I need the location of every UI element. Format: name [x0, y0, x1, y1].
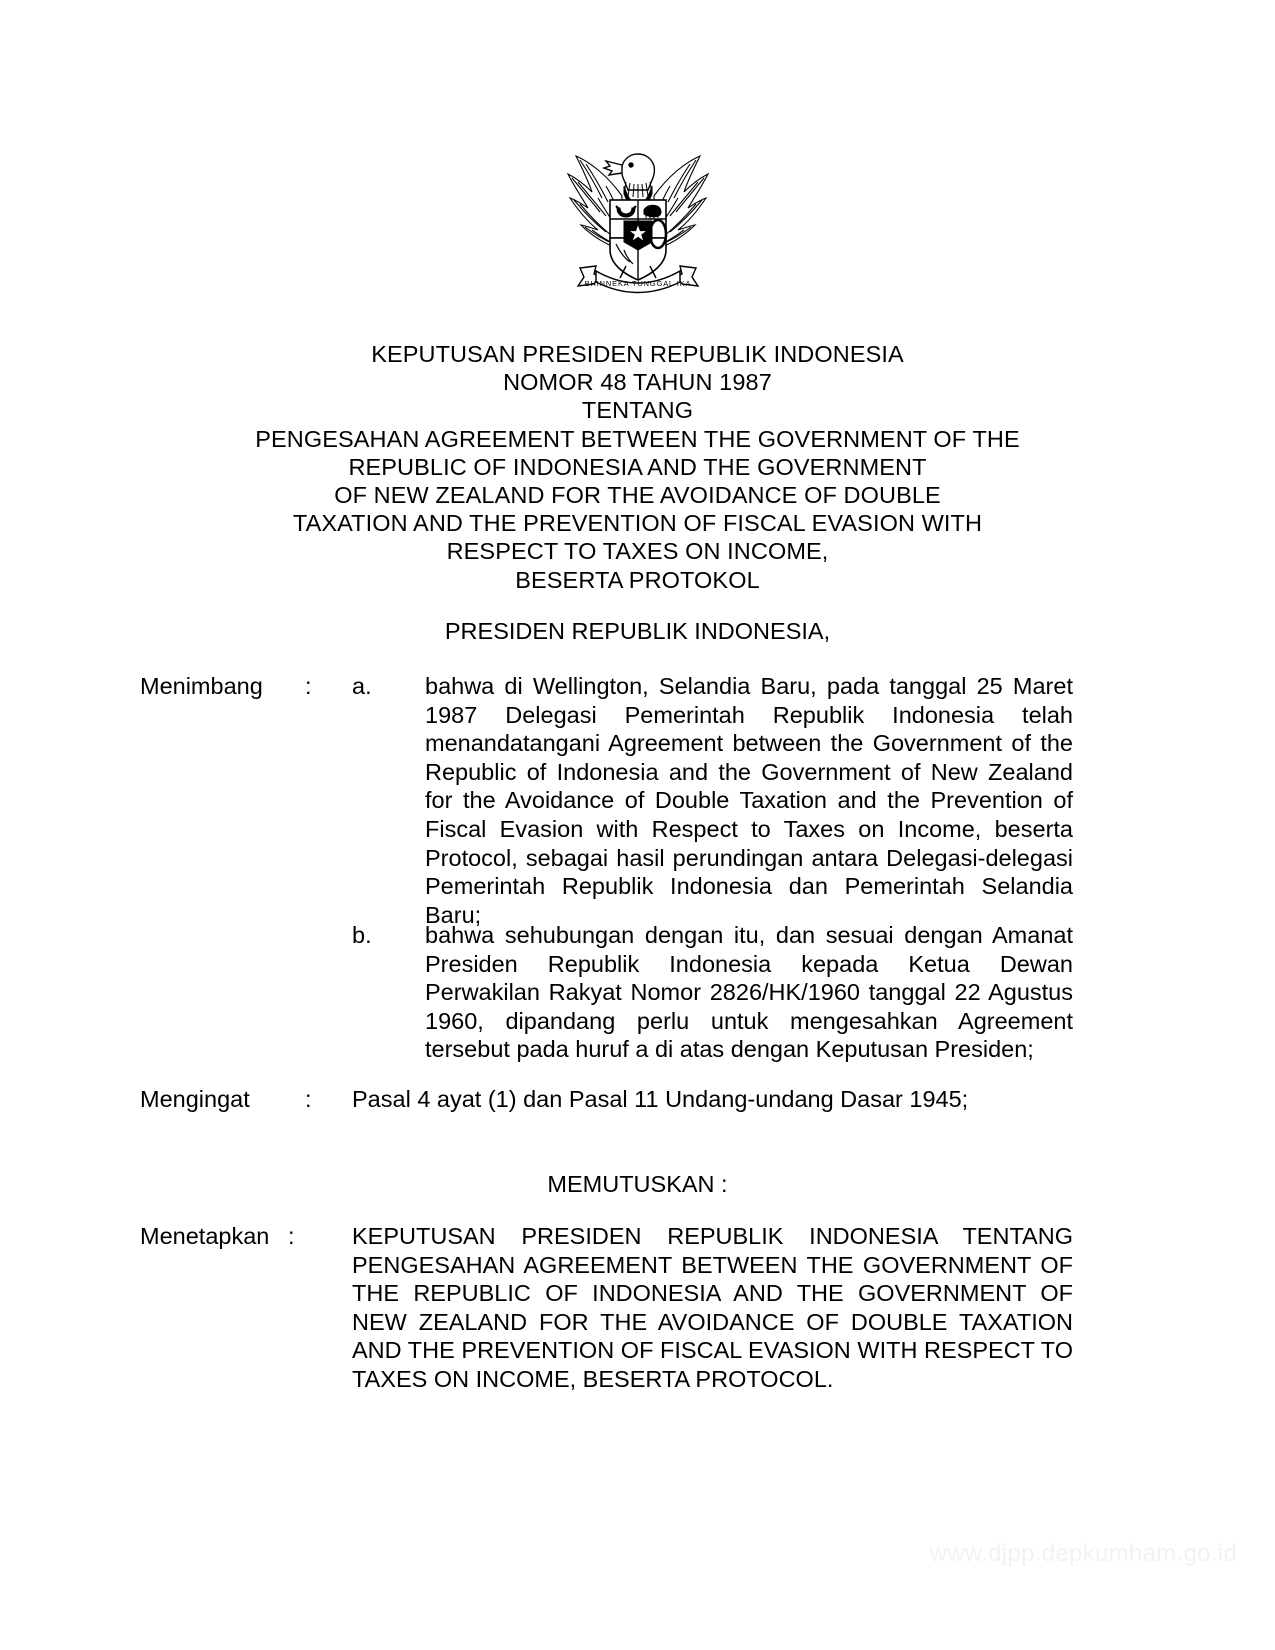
emblem-motto-text: BHINNEKA TUNGGAL IKA	[584, 279, 691, 288]
memutuskan-heading: MEMUTUSKAN :	[547, 1171, 728, 1197]
emblem-container	[0, 138, 1275, 303]
title-line-6: OF NEW ZEALAND FOR THE AVOIDANCE OF DOUBLE	[334, 482, 941, 509]
menetapkan-text: KEPUTUSAN PRESIDEN REPUBLIK INDONESIA TENTANG PENGESAHAN AGREEMENT BETWEEN THE GOVERNMENT OF THE REPUBLIC OF INDONESIA AND THE GOVERNMENT OF NEW ZEALAND FOR THE AVOIDANCE OF DOUBLE TAXATION AND THE PREVENTION OF FISCAL EVASION WITH RESPECT TO TAXES ON INCOME, BESERTA PROTOCOL.	[352, 1223, 1073, 1392]
menimbang-label: Menimbang	[140, 673, 263, 699]
title-line-8: RESPECT TO TAXES ON INCOME,	[446, 538, 829, 565]
menimbang-item-marker-a: a.	[352, 673, 372, 699]
menimbang-item-marker-b: b.	[352, 922, 372, 948]
title-line-5: REPUBLIC OF INDONESIA AND THE GOVERNMENT	[348, 453, 927, 480]
menetapkan-colon: :	[288, 1223, 295, 1249]
mengingat-colon: :	[305, 1086, 312, 1112]
authority-line: PRESIDEN REPUBLIK INDONESIA,	[444, 618, 831, 644]
title-line-1: KEPUTUSAN PRESIDEN REPUBLIK INDONESIA	[371, 341, 904, 367]
title-line-7: TAXATION AND THE PREVENTION OF FISCAL EVASION WITH	[292, 510, 983, 537]
title-line-2: NOMOR 48 TAHUN 1987	[503, 369, 772, 396]
menimbang-item-text-b: bahwa sehubungan dengan itu, dan sesuai dengan Amanat Presiden Republik Indonesia kepada Ketua Dewan Perwakilan Rakyat Nomor 2826/HK/1960 tanggal 22 Agustus 1960, dipandang perlu untuk mengesahkan Agreement tersebut pada huruf a di atas dengan Keputusan Presiden;	[425, 922, 1073, 1063]
document-title-block	[150, 340, 1125, 594]
mengingat-label: Mengingat	[140, 1086, 250, 1112]
title-line-4: PENGESAHAN AGREEMENT BETWEEN THE GOVERNMENT OF THE	[255, 425, 1020, 452]
garuda-pancasila-emblem	[554, 138, 722, 298]
menimbang-item-text-a: bahwa di Wellington, Selandia Baru, pada tanggal 25 Maret 1987 Delegasi Pemerintah Republik Indonesia telah menandatangani Agreement between the Government of the Republic of Indonesia and the Government of New Zealand for the Avoidance of Double Taxation and the Prevention of Fiscal Evasion with Respect to Taxes on Income, beserta Protocol, sebagai hasil perundingan antara Delegasi-delegasi Pemerintah Republik Indonesia dan Pemerintah Selandia Baru;	[425, 673, 1073, 928]
footer-watermark: www.djpp.depkumham.go.id	[929, 1540, 1237, 1567]
menimbang-colon: :	[305, 673, 312, 699]
mengingat-text: Pasal 4 ayat (1) dan Pasal 11 Undang-undang Dasar 1945;	[352, 1086, 969, 1112]
menetapkan-label: Menetapkan	[140, 1223, 270, 1249]
title-line-3: TENTANG	[581, 397, 694, 424]
title-line-9: BESERTA PROTOKOL	[515, 566, 760, 593]
